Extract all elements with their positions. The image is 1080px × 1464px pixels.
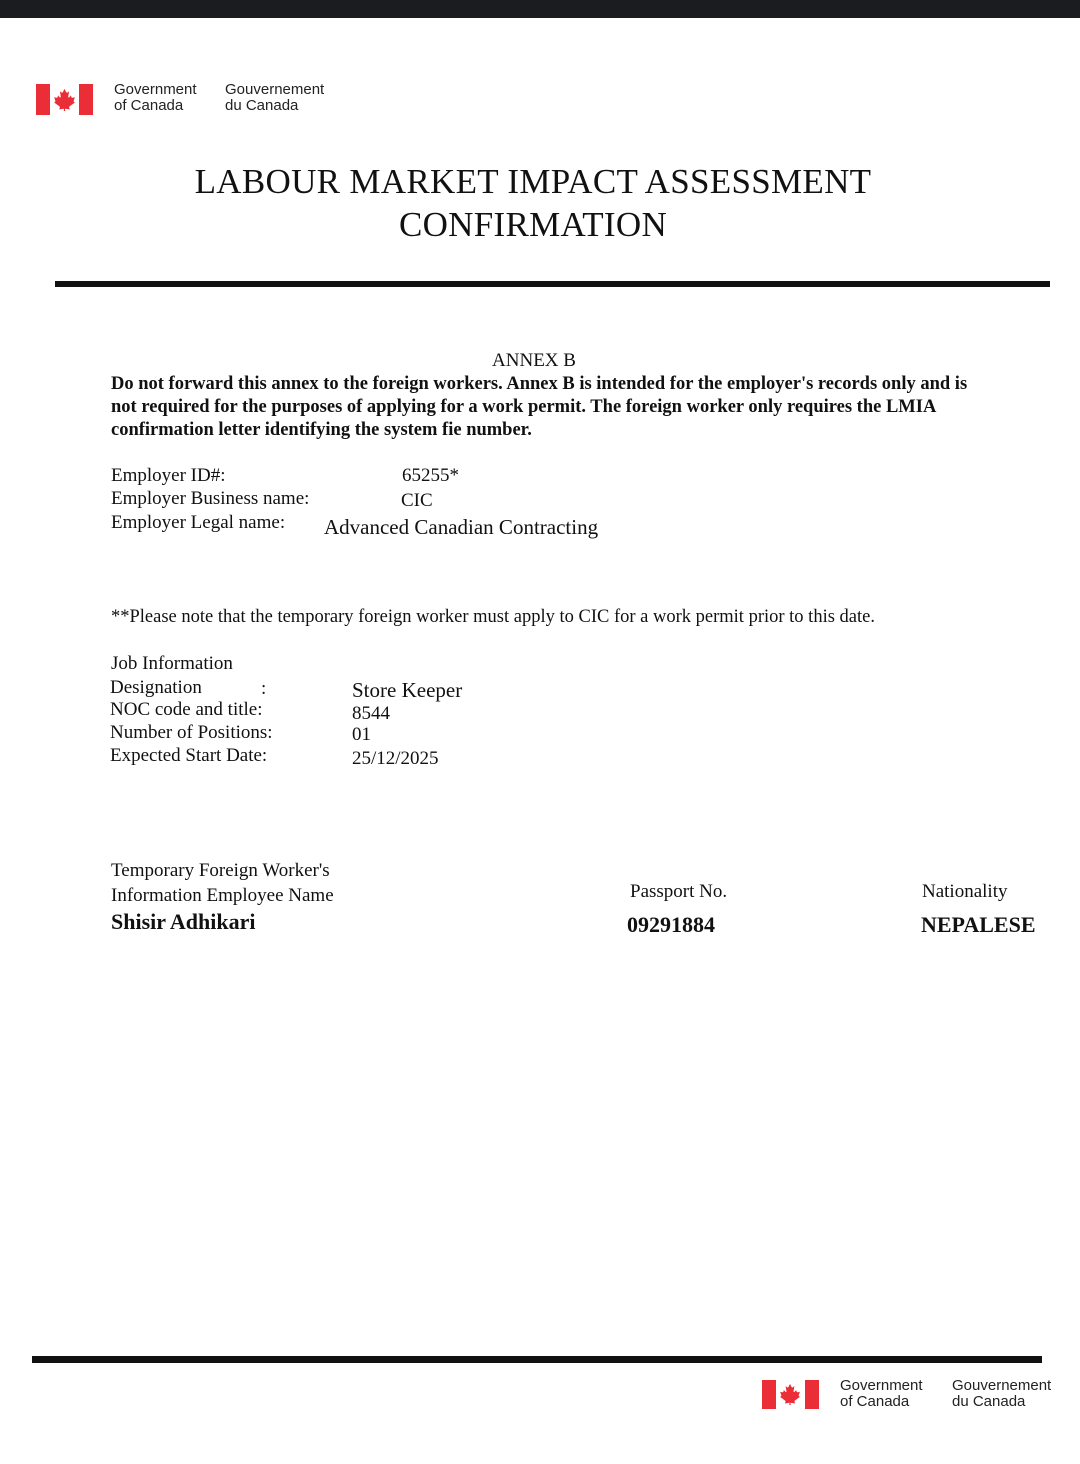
worker-name: Shisir Adhikari [111,909,256,934]
footer-gov-en-wordmark: Government of Canada [840,1377,923,1410]
annex-heading: ANNEX B [492,350,576,371]
nationality-label: Nationality [922,881,1008,902]
gov-en-wordmark: Government of Canada [114,81,197,114]
canada-flag-icon [36,84,93,115]
top-bar [0,0,1080,18]
positions-value: 01 [352,724,371,745]
employer-legal-label: Employer Legal name: [111,512,286,533]
designation-colon: : [261,678,267,699]
nationality-value: NEPALESE [921,912,1036,937]
work-permit-notice: **Please note that the temporary foreign worker must apply to CIC for a work permit prior to this date. [111,607,875,627]
employer-business-label: Employer Business name: [111,488,310,509]
top-divider [55,281,1050,287]
bottom-divider [32,1356,1042,1363]
employer-id-value: 65255* [402,465,459,486]
employer-legal-value: Advanced Canadian Contracting [324,515,599,539]
worker-info-heading: Temporary Foreign Worker's Information Employee Name [111,860,334,906]
government-signature [36,81,325,116]
positions-label: Number of Positions: [110,722,273,743]
annex-note: Do not forward this annex to the foreign workers. Annex B is intended for the employer's records only and is not required for the purposes of applying for a work permit. The foreign worker only requires the LMIA confirmation letter identifying the system fie number. [111,374,968,440]
start-date-label: Expected Start Date: [110,745,268,766]
passport-label: Passport No. [630,881,728,902]
employer-business-value: CIC [401,490,433,511]
noc-value: 8544 [352,703,390,724]
start-date-value: 25/12/2025 [352,748,439,769]
job-info-heading: Job Information [111,653,233,674]
document-title: LABOUR MARKET IMPACT ASSESSMENT CONFIRMATION [194,162,872,244]
designation-label: Designation [110,677,202,698]
canada-flag-icon [762,1380,819,1409]
gov-fr-wordmark: Gouvernement du Canada [225,81,325,114]
passport-value: 09291884 [627,912,715,937]
footer-gov-fr-wordmark: Gouvernement du Canada [952,1377,1052,1410]
employer-id-label: Employer ID#: [111,465,226,486]
noc-label: NOC code and title: [110,699,263,720]
footer-signature [762,1377,1052,1410]
designation-value: Store Keeper [352,678,463,702]
